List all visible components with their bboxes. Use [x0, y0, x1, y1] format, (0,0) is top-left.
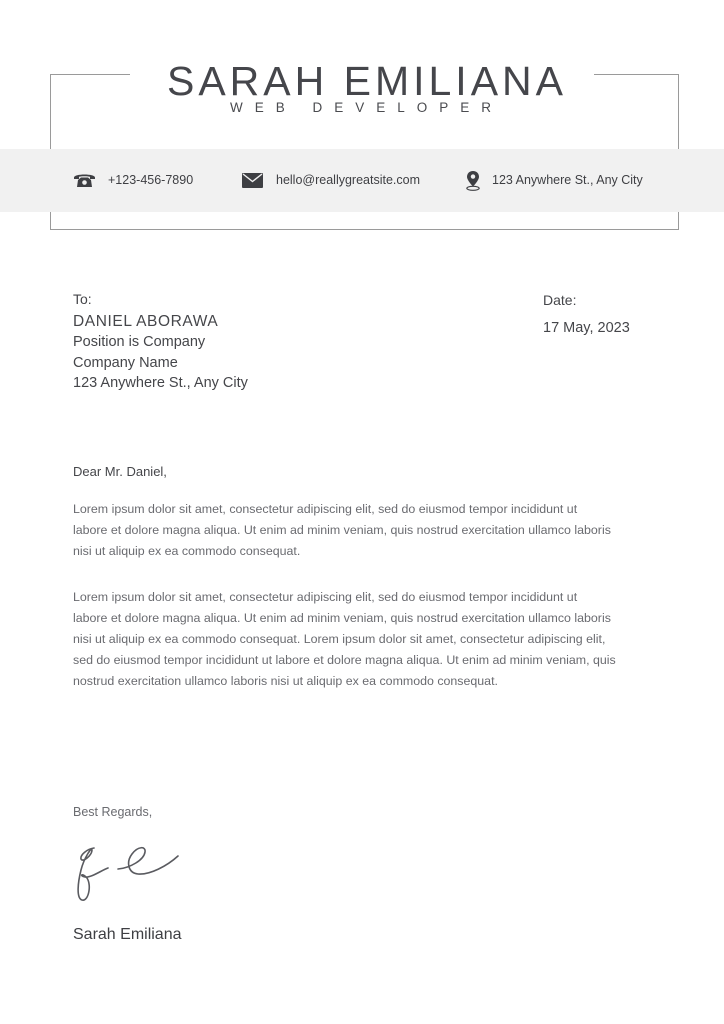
signer-name: Sarah Emiliana [73, 926, 182, 943]
applicant-role: WEB DEVELOPER [229, 100, 504, 115]
location-pin-icon [465, 170, 481, 191]
paragraph-line: labore et dolore magna aliqua. Ut enim ad minim veniam, quis nostrud exercitation ullamco laboris [73, 523, 611, 537]
closing: Best Regards, [73, 805, 153, 819]
address-text: 123 Anywhere St., Any City [492, 173, 643, 187]
recipient-position: Position is Company [73, 334, 206, 350]
salutation: Dear Mr. Daniel, [73, 464, 167, 479]
phone-icon [73, 172, 96, 188]
paragraph-line: sed do eiusmod tempor incididunt ut labore et dolore magna aliqua. Ut enim ad minim veniam, quis [73, 653, 616, 667]
to-label: To: [73, 291, 92, 307]
contact-phone[interactable] [73, 169, 193, 191]
paragraph-line: Lorem ipsum dolor sit amet, consectetur adipiscing elit, sed do eiusmod tempor incididunt ut [73, 502, 578, 516]
phone-text: +123-456-7890 [108, 173, 194, 187]
recipient-company: Company Name [73, 355, 178, 371]
contact-bar [0, 149, 724, 212]
paragraph-line: nostrud exercitation ullamco laboris nisi ut aliquip ex ea commodo consequat. [73, 674, 498, 688]
paragraph-line: nisi ut aliquip ex ea commodo consequat. Lorem ipsum dolor sit amet, consectetur adipiscing elit, [73, 632, 606, 646]
applicant-name: SARAH EMILIANA [166, 58, 568, 104]
envelope-icon [242, 173, 263, 188]
date-value: 17 May, 2023 [543, 320, 630, 336]
body-paragraph-1 [73, 499, 673, 562]
email-text: hello@reallygreatsite.com [276, 173, 421, 187]
paragraph-line: nisi ut aliquip ex ea commodo consequat. [73, 544, 301, 558]
paragraph-line: labore et dolore magna aliqua. Ut enim ad minim veniam, quis nostrud exercitation ullamco laboris [73, 611, 611, 625]
paragraph-line: Lorem ipsum dolor sit amet, consectetur adipiscing elit, sed do eiusmod tempor incididunt ut [73, 590, 578, 604]
contact-email[interactable] [242, 169, 420, 191]
body-paragraph-2 [73, 587, 673, 692]
signature-icon [72, 840, 182, 911]
contact-address[interactable] [465, 169, 643, 191]
recipient-address: 123 Anywhere St., Any City [73, 375, 248, 391]
recipient-name: DANIEL ABORAWA [73, 313, 219, 330]
date-label: Date: [543, 292, 577, 308]
